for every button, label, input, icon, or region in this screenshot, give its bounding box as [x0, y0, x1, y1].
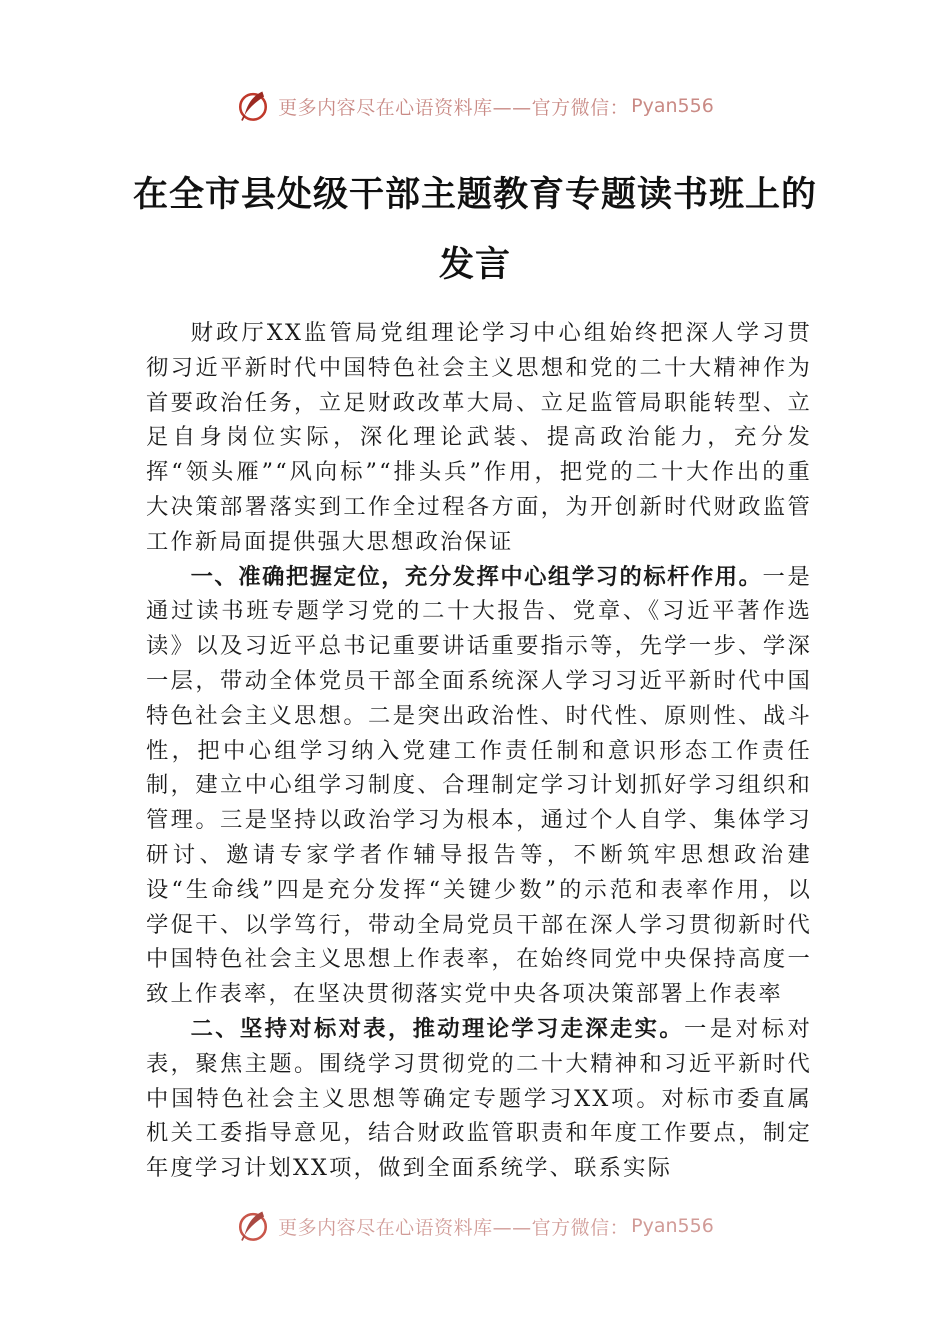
watermark-account: Pyan556	[631, 95, 714, 117]
paragraph-section-1	[146, 560, 812, 1012]
watermark-header	[0, 86, 950, 126]
section-heading-2: 二、坚持对标对表，推动理论学习走深走实。	[190, 1015, 684, 1042]
feather-pen-logo-icon	[236, 1209, 270, 1243]
watermark-brand-text: 更多内容尽在心语资料库——官方微信：	[278, 1216, 630, 1239]
paragraph-text: 财政厅XX监管局党组理论学习中心组始终把深人学习贯彻习近平新时代中国特色社会主义思想和党的二十大精神作为首要政治任务，立足财政改革大局、立足监管局职能转型、立足自身岗位实际，深化理论武装、提高政治能力，充分发挥“领头雁”“风向标”“排头兵”作用，把党的二十大作出的重大决策部署落实到工作全过程各方面，为开创新时代财政监管工作新局面提供强大思想政治保证	[146, 320, 812, 555]
document-title: 在全市县处级干部主题教育专题读书班上的发言	[132, 174, 817, 285]
document-body	[146, 316, 812, 1186]
paragraph-text: 一是对标对表，聚焦主题。围绕学习贯彻党的二十大精神和习近平新时代中国特色社会主义思想等确定专题学习XX项。对标市委直属机关工委指导意见，结合财政监管职责和年度工作要点，制定年度学习计划XX项，做到全面系统学、联系实际	[146, 1015, 812, 1182]
watermark-account: Pyan556	[631, 1215, 714, 1237]
watermark-footer	[0, 1206, 950, 1246]
paragraph-text: 一是通过读书班专题学习党的二十大报告、党章、《习近平著作选读》以及习近平总书记重要讲话重要指示等，先学一步、学深一层，带动全体党员干部全面系统深人学习习近平新时代中国特色社会主义思想。二是突出政治性、时代性、原则性、战斗性，把中心组学习纳入党建工作责任制和意识形态工作责任制，建立中心组学习制度、合理制定学习计划抓好学习组织和管理。三是坚持以政治学习为根本，通过个人自学、集体学习研讨、邀请专家学者作辅导报告等，不断筑牢思想政治建设“生命线”四是充分发挥“关键少数”的示范和表率作用，以学促干、以学笃行，带动全局党员干部在深人学习贯彻新时代中国特色社会主义思想上作表率，在始终同党中央保持高度一致上作表率，在坚决贯彻落实党中央各项决策部署上作表率	[146, 563, 812, 1008]
watermark-brand-text: 更多内容尽在心语资料库——官方微信：	[278, 96, 630, 119]
paragraph-section-2	[146, 1012, 812, 1186]
feather-pen-logo-icon	[236, 89, 270, 123]
paragraph-intro	[146, 316, 812, 560]
section-heading-1: 一、准确把握定位，充分发挥中心组学习的标杆作用。	[190, 563, 763, 590]
